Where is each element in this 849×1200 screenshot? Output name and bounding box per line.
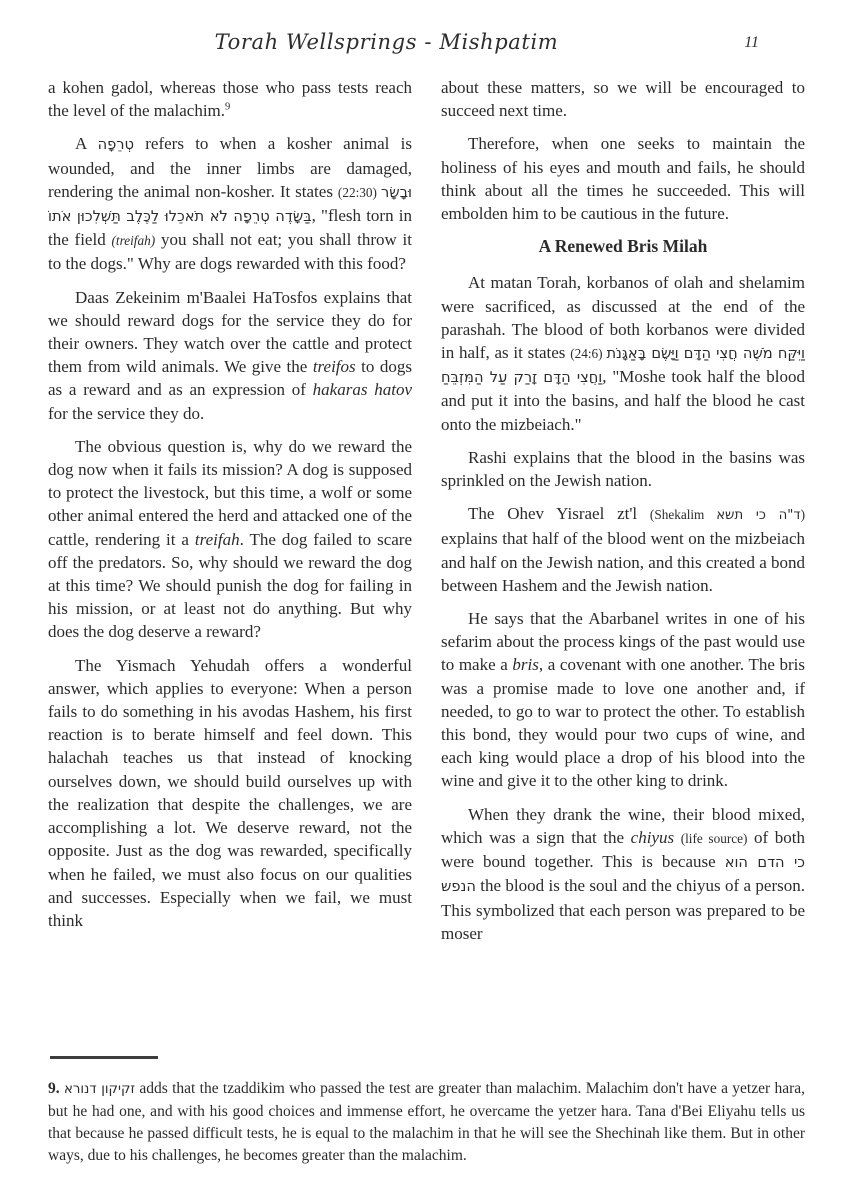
paragraph [441, 132, 805, 225]
footnote-divider [50, 1056, 158, 1059]
text-segment: for the service they do. [48, 403, 205, 423]
hebrew-text: כי הדם הוא הנפש [441, 854, 806, 896]
text-segment: a kohen gadol, whereas those who pass tests reach the level of the malachim. [48, 78, 412, 121]
text-segment: treifos [312, 357, 356, 377]
page-header [48, 30, 805, 58]
page-title: Torah Wellsprings - Mishpatim [214, 30, 559, 54]
hebrew-text: וַיִּקַּח מֹשֶׁה חֲצִי הַדָּם וַיָּשֶׂם בָּאַגָּנֹת וַחֲצִי הַדָּם זָרַק עַל הַמִּזְבֵּחַ [441, 345, 805, 387]
paragraph [48, 654, 412, 932]
text-columns [48, 76, 805, 955]
text-segment: The Ohev Yisrael zt'l [468, 504, 650, 524]
text-segment: The obvious question is, why do we reward the dog now when it fails its mission? A dog is supposed to protect the livestock, but this time, a wolf or some other animal entered the herd and attacked one of the cattle, rendering it a [48, 436, 412, 549]
text-segment: Therefore, when one seeks to maintain the holiness of his eyes and mouth and fails, he should think about all the times he succeeded. This will embolden him to be cautious in the future. [441, 134, 805, 224]
text-segment: bris [512, 655, 539, 675]
paragraph [441, 502, 805, 597]
text-segment: , a covenant with one another. The bris was a promise made to love one another and, if needed, to go to war to protect the other. To establish this bond, they would pour two cups of wine, and each king would place a drop of his blood into the wine and give it to the other king to drink. [441, 655, 805, 791]
text-segment: Rashi explains that the blood in the basins was sprinkled on the Jewish nation. [441, 447, 805, 491]
left-column [48, 76, 412, 955]
text-segment: adds that the tzaddikim who passed the test are greater than malachim. Malachim don't have a yetzer hara, but he had one, and with his good choices and immense effort, he overcame the yetzer hara. Tana d'Bei Eliyahu tells us that because he passed difficult tests, he is equal to the malachim in that he will see the Shechinah like them. But in other ways, due to his challenges, he becomes greater than the malachim. [48, 1080, 806, 1164]
footnote-marker: 9 [225, 101, 231, 113]
hebrew-text: ד"ה כי תשא [716, 508, 801, 524]
text-segment: about these matters, so we will be encouraged to succeed next time. [441, 78, 805, 121]
paragraph [48, 286, 412, 425]
text-segment: hakaras hatov [312, 380, 412, 400]
text-segment: (treifah) [111, 233, 156, 249]
paragraph [48, 435, 412, 644]
right-column [441, 76, 805, 955]
paragraph [48, 1078, 805, 1167]
text-segment: you shall not eat; you shall throw it to the dogs." Why are dogs rewarded with this food? [48, 230, 412, 274]
paragraph [441, 446, 805, 492]
page-number: 11 [744, 34, 759, 51]
text-segment: ) [800, 507, 805, 523]
text-segment: 9. [48, 1080, 60, 1097]
hebrew-text: וּבָשָׂר בַּשָּׂדֶה טְרֵפָה לֹא תֹאכֵלוּ לַכֶּלֶב תַּשְׁלִכוּן אֹתוֹ [48, 183, 412, 226]
paragraph [48, 132, 412, 275]
text-segment: A Renewed Bris Milah [538, 236, 708, 257]
text-segment: , "flesh torn in the field [48, 206, 412, 250]
paragraph [48, 76, 412, 122]
paragraph [441, 271, 805, 435]
text-segment: At matan Torah, korbanos of olah and shelamim were sacrificed, as discussed at the end of the parashah. The blood of both korbanos were divided in half, as it states [441, 273, 805, 363]
paragraph [441, 803, 805, 945]
text-segment: A [75, 134, 98, 154]
text-segment: (life source) [680, 830, 748, 846]
paragraph [441, 607, 805, 793]
text-segment: (24:6) [570, 346, 607, 362]
hebrew-text: זקיקון דנורא [63, 1082, 136, 1097]
text-segment: refers to when a kosher animal is wounded, and the inner limbs are damaged, rendering the animal non-kosher. It states [48, 134, 413, 201]
text-segment: , "Moshe took half the blood and put it into the basins, and half the blood he cast onto the mizbeiach." [441, 367, 805, 434]
text-segment: When they drank the wine, their blood mixed, which was a sign that the [441, 804, 805, 847]
text-segment: explains that half of the blood went on the mizbeiach and half on the Jewish nation, and this created a bond between Hashem and the Jewish nation. [441, 529, 805, 595]
text-segment: to dogs as a reward and as an expression of [48, 357, 412, 400]
text-segment: the blood is the soul and the chiyus of a person. This symbolized that each person was prepared to be moser [441, 876, 805, 943]
text-segment: treifah [194, 529, 240, 549]
text-segment: . The dog failed to scare off the predators. So, why should we reward the dog at this time? We should punish the dog for failing in his mission, or at least not do anything. But why does the dog deserve a reward? [48, 529, 412, 642]
text-segment: Daas Zekeinim m'Baalei HaTosfos explains that we should reward dogs for the service they do for their owners. They watch over the cattle and protect them from wild animals. We give the [48, 287, 412, 377]
text-segment: (Shekalim [649, 507, 717, 523]
section-heading [441, 235, 805, 258]
hebrew-text: טְרֵפָה [97, 136, 134, 154]
text-segment: He says that the Abarbanel writes in one of his sefarim about the process kings of the past would use to make a [441, 609, 805, 675]
footnote [48, 1078, 805, 1167]
text-segment [674, 828, 681, 847]
text-segment: of both were bound together. This is because [441, 827, 805, 872]
paragraph [441, 76, 805, 122]
text-segment: (22:30) [337, 184, 381, 200]
text-segment: chiyus [630, 827, 675, 847]
text-segment: The Yismach Yehudah offers a wonderful answer, which applies to everyone: When a person fails to do something in his avodas Hashem, his first reaction is to berate himself and feel down. This halachah teaches us that instead of knocking ourselves down, we should build ourselves up with the realization that despite the challenges, we are accomplishing a lot. We deserve reward, not the opposite. Just as the dog was rewarded, specifically when he failed, we must also focus on our qualities and successes. Especially when we fail, we must think [48, 655, 412, 930]
